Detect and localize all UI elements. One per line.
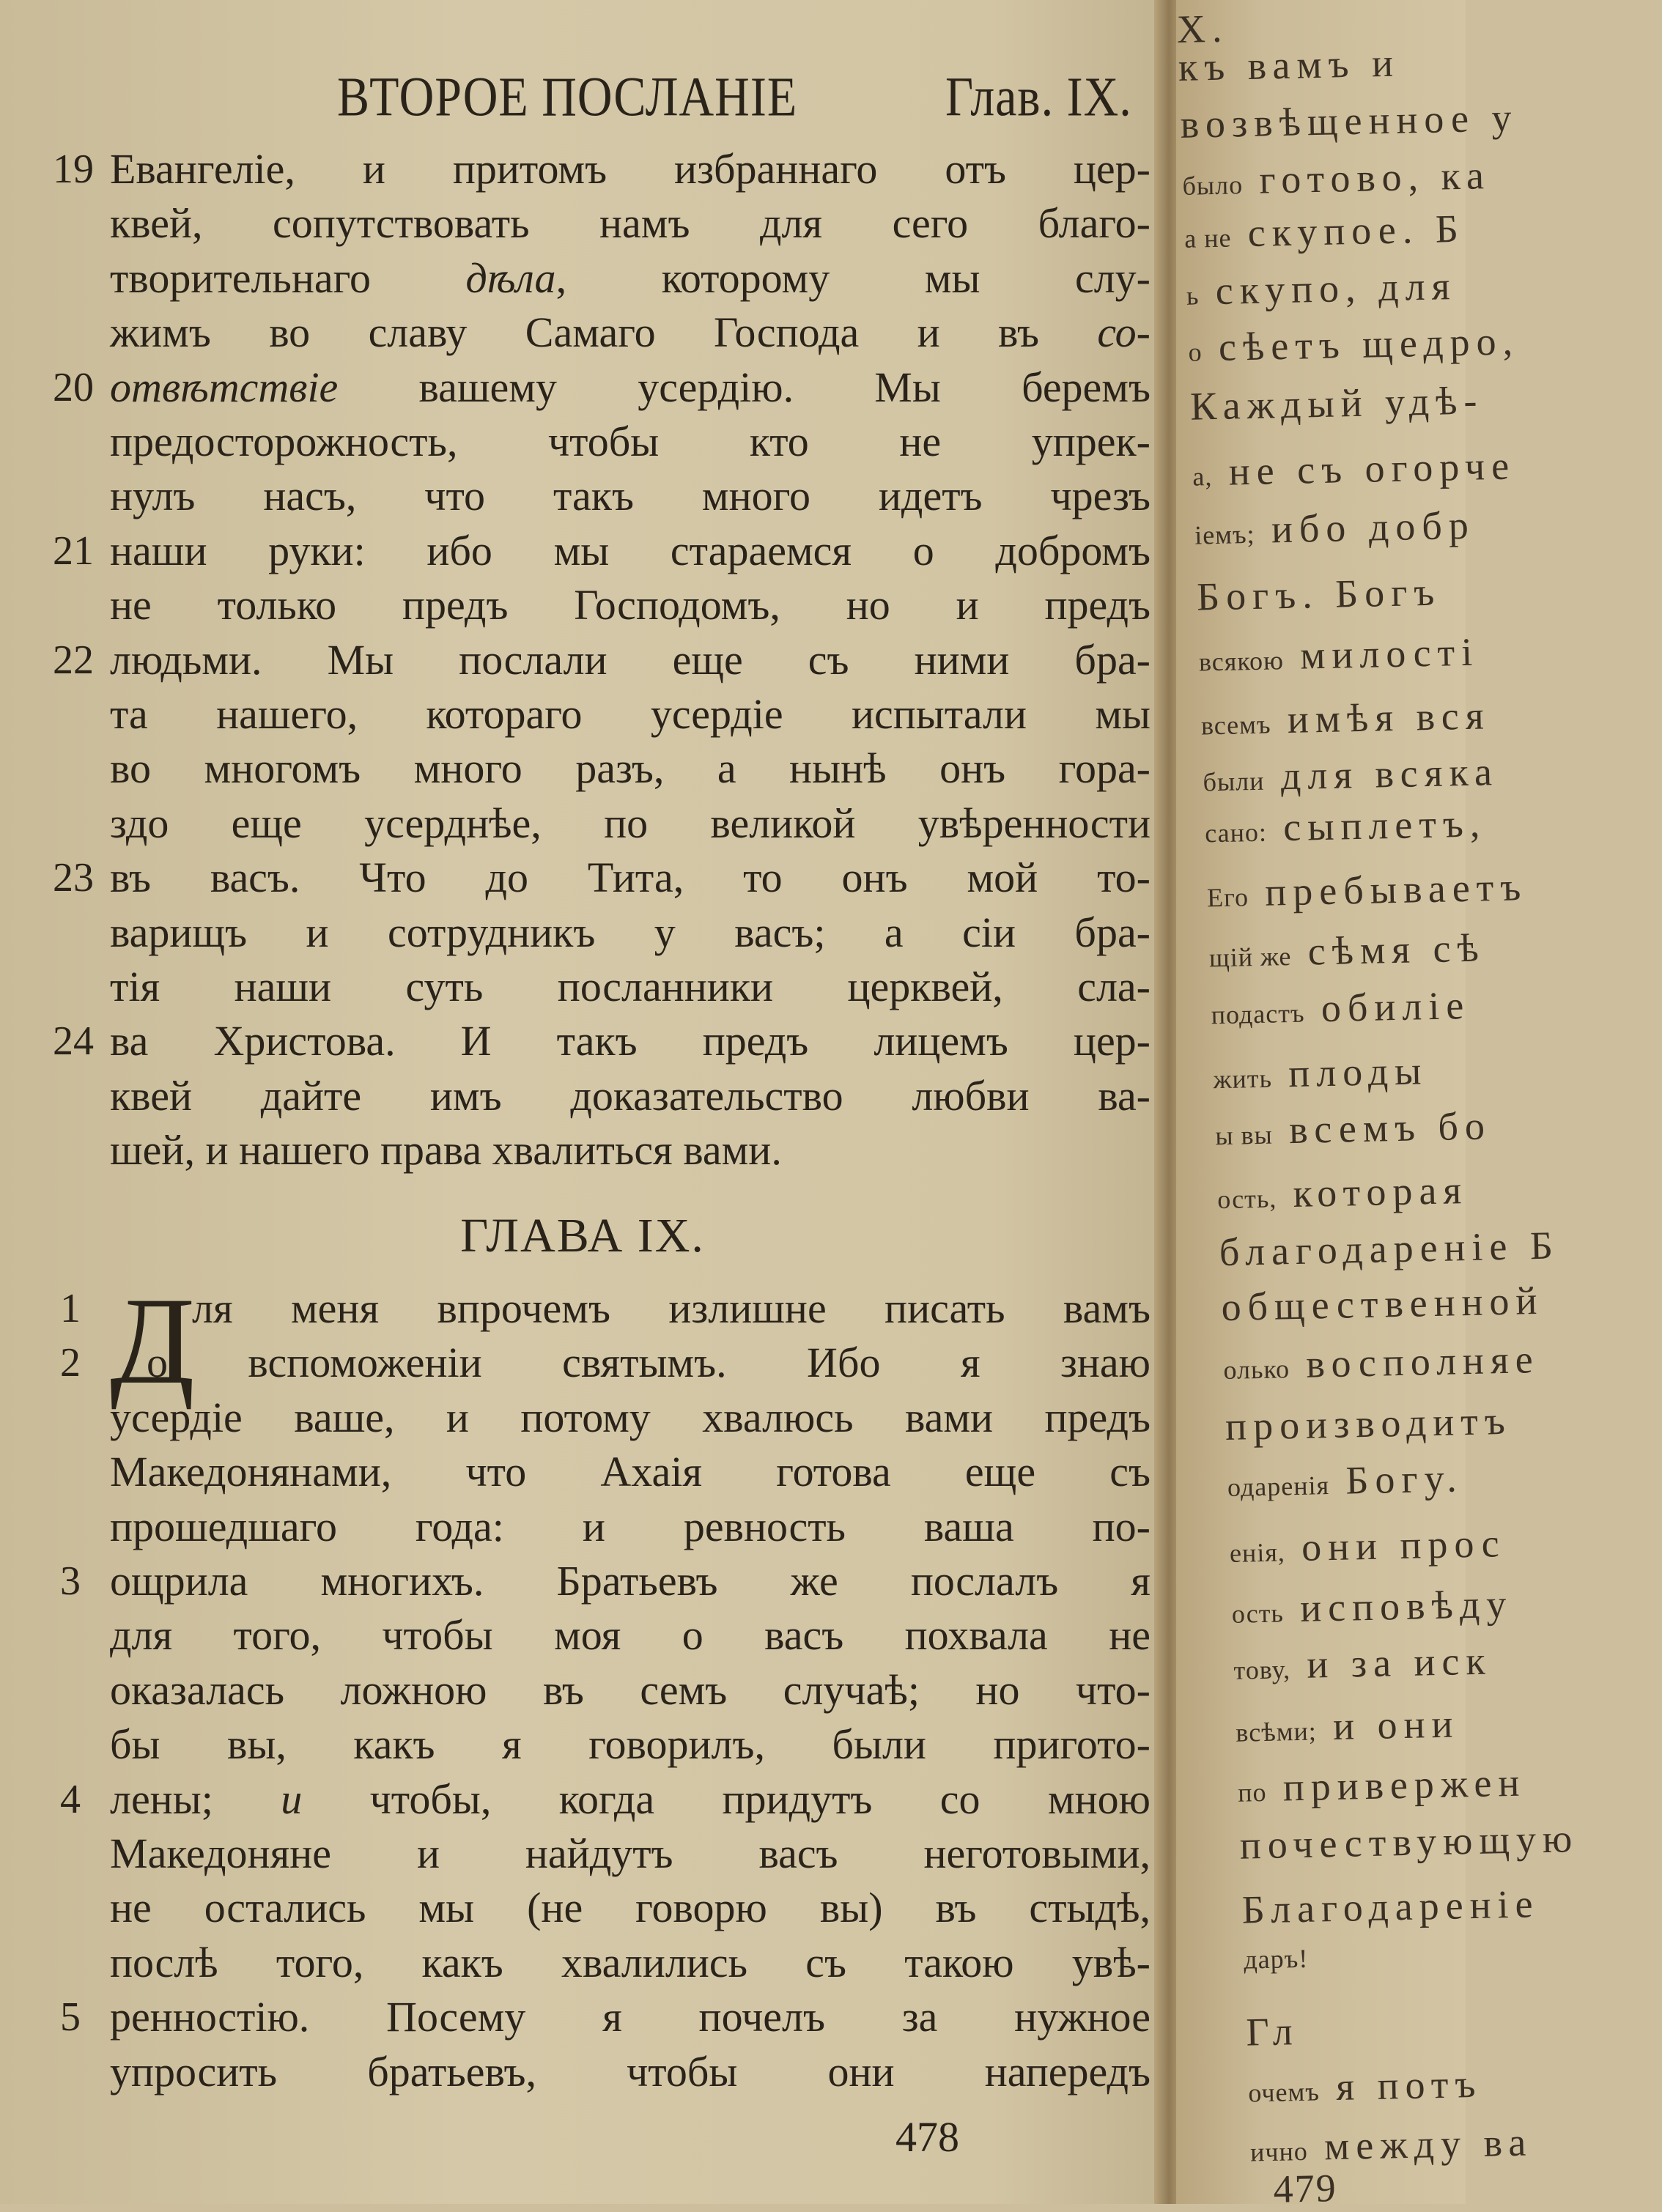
text-segment: шей, и нашего права хвалиться вами. xyxy=(110,1126,782,1175)
line-text: возвѣщенное у xyxy=(1180,95,1519,147)
line-fragment: о xyxy=(1188,337,1203,367)
text-segment: вашему усердію. Мы беремъ xyxy=(338,363,1151,411)
line-text: имѣя вся xyxy=(1287,693,1491,742)
line-text: я потъ xyxy=(1335,2061,1482,2109)
line-text: которая xyxy=(1293,1168,1469,1216)
text-line xyxy=(110,578,1151,632)
text-segment: людьми. Мы послали еще съ ними бра- xyxy=(110,635,1151,684)
line-fragment: ично xyxy=(1249,2136,1309,2167)
right-page-line xyxy=(1248,2062,1482,2115)
line-text: для всяка xyxy=(1280,750,1499,799)
right-page-line xyxy=(1221,1279,1544,1334)
right-page-line xyxy=(1231,1582,1513,1636)
text-line xyxy=(110,633,1151,687)
right-page-line xyxy=(1204,801,1487,855)
line-text: привержен xyxy=(1282,1760,1526,1810)
line-text: Богу. xyxy=(1345,1456,1464,1503)
verse-number: 22 xyxy=(53,637,94,683)
running-header-title: ВТОРОЕ ПОСЛАНІЕ xyxy=(337,66,798,128)
line-fragment: сано: xyxy=(1204,817,1268,848)
text-segment: лены; xyxy=(110,1775,281,1823)
verse-number: 24 xyxy=(53,1018,94,1065)
right-page-line xyxy=(1219,1223,1559,1279)
right-page-line xyxy=(1180,95,1518,151)
line-text: не съ огорче xyxy=(1228,443,1516,494)
text-line xyxy=(110,1827,1151,1881)
text-line xyxy=(110,251,1151,306)
line-text: всемъ бо xyxy=(1288,1103,1492,1153)
line-text: почествующую xyxy=(1239,1816,1579,1868)
right-page-line xyxy=(1215,1103,1492,1158)
right-page-line xyxy=(1198,630,1480,684)
text-line xyxy=(192,1281,1151,1336)
text-line xyxy=(110,360,1151,415)
line-fragment: всемъ xyxy=(1200,709,1271,741)
text-segment: здо еще усерднѣе, по великой увѣренности xyxy=(110,799,1151,847)
right-page-number: 479 xyxy=(1272,2166,1338,2211)
right-page-line xyxy=(1182,153,1491,208)
italic-text: дѣла xyxy=(465,254,556,302)
right-page-line xyxy=(1233,1638,1493,1692)
right-page-line xyxy=(1203,750,1499,804)
line-fragment: жить xyxy=(1213,1063,1273,1095)
text-line xyxy=(110,1717,1151,1772)
line-fragment: тову, xyxy=(1233,1654,1291,1685)
line-text: между ва xyxy=(1323,2120,1533,2169)
text-line xyxy=(110,196,1151,251)
text-segment: оказалась ложною въ семъ случаѣ; но что- xyxy=(110,1665,1151,1714)
text-line xyxy=(110,415,1151,469)
line-text: сѣетъ щедро, xyxy=(1218,319,1520,369)
line-fragment: даръ! xyxy=(1243,1943,1309,1975)
italic-text: отвѣтствіе xyxy=(110,363,339,411)
line-text: готово, ка xyxy=(1258,153,1491,202)
line-fragment: ь xyxy=(1186,281,1200,311)
drop-cap: Д xyxy=(110,1272,195,1410)
text-segment: тія наши суть посланники церквей, сла- xyxy=(110,963,1151,1010)
line-text: скупо, для xyxy=(1215,264,1457,313)
line-fragment: енія, xyxy=(1229,1537,1286,1568)
text-segment: бы вы, какъ я говорилъ, были пригото- xyxy=(110,1720,1151,1769)
running-header-chapter: Глав. IX. xyxy=(945,66,1132,128)
text-segment: усердіе ваше, и потому хвалюсь вами предъ xyxy=(110,1393,1151,1441)
text-line xyxy=(110,1500,1151,1554)
text-line xyxy=(110,1123,1151,1177)
verse-number: 19 xyxy=(53,147,94,192)
line-fragment: а, xyxy=(1192,462,1213,492)
right-page-line xyxy=(1223,1337,1540,1392)
line-text: они прос xyxy=(1301,1521,1507,1569)
italic-text: и xyxy=(281,1775,303,1823)
text-line xyxy=(147,1336,1151,1390)
line-text: Гл xyxy=(1245,2009,1300,2054)
text-segment: во многомъ много разъ, а нынѣ онъ гора- xyxy=(110,744,1151,793)
line-text: общественной xyxy=(1220,1278,1544,1330)
right-page-line xyxy=(1217,1168,1469,1221)
text-segment: творительнаго xyxy=(110,254,466,302)
line-text: обиліе xyxy=(1321,983,1471,1031)
verse-number: 21 xyxy=(53,528,94,574)
right-page-line xyxy=(1196,570,1441,624)
right-page-line xyxy=(1244,1932,1309,1982)
line-fragment: по xyxy=(1237,1777,1267,1808)
line-text: Каждый удѣ- xyxy=(1189,378,1484,429)
text-line xyxy=(110,1936,1151,1990)
text-segment: Евангеліе, и притомъ избраннаго отъ цер- xyxy=(110,145,1151,193)
text-segment: ощрила многихъ. Братьевъ же послалъ я xyxy=(110,1557,1151,1605)
line-fragment: подастъ xyxy=(1211,998,1305,1030)
text-line xyxy=(110,469,1151,523)
right-page-line xyxy=(1229,1521,1506,1575)
verse-number: 20 xyxy=(53,364,94,410)
line-fragment: ость xyxy=(1231,1598,1285,1629)
text-line xyxy=(110,524,1151,578)
text-segment: нулъ насъ, что такъ много идетъ чрезъ xyxy=(110,472,1151,520)
right-page-line xyxy=(1213,1048,1428,1101)
text-segment: та нашего, котораго усердіе испытали мы xyxy=(110,690,1151,738)
text-segment: для того, чтобы моя о васъ похвала не xyxy=(110,1611,1151,1660)
line-fragment: были xyxy=(1203,766,1265,797)
verse-number: 2 xyxy=(60,1340,81,1386)
text-segment: послѣ того, какъ хвалились съ такою увѣ- xyxy=(110,1938,1151,1986)
text-segment: прошедшаго года: и ревность ваша по- xyxy=(110,1502,1151,1550)
text-segment: наши руки: ибо мы стараемся о добромъ xyxy=(110,526,1151,574)
right-page-line xyxy=(1211,983,1471,1037)
line-text: исповѣду xyxy=(1299,1581,1513,1630)
text-line xyxy=(110,1608,1151,1662)
line-text: Х. xyxy=(1176,6,1229,51)
verse-number: 23 xyxy=(53,855,94,901)
text-line xyxy=(110,1391,1151,1445)
text-segment: квей дайте имъ доказательство любви ва- xyxy=(110,1071,1151,1120)
line-text: и они xyxy=(1332,1701,1460,1749)
verse-number: 5 xyxy=(60,1994,81,2041)
text-line xyxy=(110,142,1151,196)
text-segment: упросить братьевъ, чтобы они напередъ xyxy=(110,2047,1151,2096)
line-text: скупое. Б xyxy=(1247,206,1466,256)
right-page-line xyxy=(1246,2009,1299,2058)
chapter-title: ГЛАВА IX. xyxy=(460,1209,705,1262)
text-segment: жимъ во славу Самаго Господа и въ xyxy=(110,308,1098,357)
line-fragment: ость, xyxy=(1216,1183,1277,1215)
line-fragment: одаренія xyxy=(1227,1471,1330,1502)
line-text: плоды xyxy=(1288,1048,1428,1096)
line-text: Благодареніе xyxy=(1241,1882,1540,1932)
text-segment: чтобы, когда придутъ со мною xyxy=(302,1775,1151,1823)
italic-text: со- xyxy=(1097,308,1151,357)
text-line xyxy=(110,1014,1151,1068)
text-segment: ля меня впрочемъ излишне писать вамъ xyxy=(192,1284,1151,1332)
text-segment: не только предъ Господомъ, но и предъ xyxy=(110,581,1151,629)
text-segment: о вспоможеніи святымъ. Ибо я знаю xyxy=(147,1339,1151,1387)
line-fragment: было xyxy=(1182,170,1244,201)
line-fragment: іемъ; xyxy=(1194,519,1255,550)
right-page-line xyxy=(1188,319,1520,374)
right-page-line xyxy=(1241,1882,1540,1936)
text-line xyxy=(110,851,1151,905)
text-segment: не остались мы (не говорю вы) въ стыдѣ, xyxy=(110,1884,1151,1932)
text-line xyxy=(110,741,1151,796)
text-line xyxy=(110,306,1151,360)
line-fragment: очемъ xyxy=(1247,2076,1321,2108)
right-page-line xyxy=(1183,207,1465,261)
text-line xyxy=(110,1990,1151,2044)
line-text: производитъ xyxy=(1225,1398,1513,1449)
line-text: ибо добр xyxy=(1271,503,1476,552)
line-fragment: ы вы xyxy=(1214,1120,1274,1151)
right-page-line xyxy=(1194,503,1475,558)
line-text: сыплетъ, xyxy=(1282,801,1487,850)
right-page-line xyxy=(1192,443,1516,498)
text-line xyxy=(110,1881,1151,1935)
right-page-line xyxy=(1238,1761,1526,1815)
text-segment: Македонянами, что Ахаія готова еще съ xyxy=(110,1448,1151,1496)
verse-number: 4 xyxy=(60,1776,81,1822)
right-page-line xyxy=(1190,378,1484,432)
line-text: милості xyxy=(1299,629,1480,678)
right-page-line xyxy=(1178,41,1400,94)
line-text: къ вамъ и xyxy=(1178,40,1400,89)
text-segment: ренностію. Посему я почелъ за нужное xyxy=(110,1993,1151,2041)
right-page-line xyxy=(1227,1456,1463,1509)
right-page-line xyxy=(1236,1701,1460,1754)
line-fragment: Его xyxy=(1206,882,1249,913)
line-fragment: щій же xyxy=(1208,941,1292,973)
text-line xyxy=(110,1772,1151,1827)
right-page xyxy=(1176,0,1579,2211)
verse-number: 1 xyxy=(60,1286,81,1331)
text-line xyxy=(110,906,1151,960)
text-segment: въ васъ. Что до Тита, то онъ мой то- xyxy=(110,854,1151,902)
line-text: пребываетъ xyxy=(1264,865,1528,914)
text-line xyxy=(110,1445,1151,1499)
right-page-line xyxy=(1186,264,1457,318)
text-line xyxy=(110,796,1151,851)
text-segment: предосторожность, чтобы кто не упрек- xyxy=(110,418,1151,465)
line-fragment: всѣми; xyxy=(1236,1716,1318,1747)
right-page-line xyxy=(1200,693,1491,747)
line-text: восполняе xyxy=(1305,1337,1540,1386)
verse-number: 3 xyxy=(60,1558,81,1604)
text-line xyxy=(110,1554,1151,1608)
text-line xyxy=(110,2045,1151,2099)
line-text: благодареніе Б xyxy=(1219,1223,1560,1275)
page-number: 478 xyxy=(895,2113,959,2161)
text-segment: Македоняне и найдутъ васъ неготовыми, xyxy=(110,1830,1151,1877)
line-fragment: всякою xyxy=(1198,646,1285,677)
text-line xyxy=(110,960,1151,1014)
right-page-line xyxy=(1206,865,1528,920)
text-line xyxy=(110,1663,1151,1717)
line-text: и за иск xyxy=(1306,1638,1493,1687)
text-segment: варищъ и сотрудникъ у васъ; а сіи бра- xyxy=(110,908,1151,956)
text-segment: квей, сопутствовать намъ для сего благо- xyxy=(110,199,1151,248)
text-line xyxy=(110,687,1151,741)
line-text: сѣмя сѣ xyxy=(1307,925,1486,974)
right-page-line xyxy=(1225,1399,1513,1453)
right-page-line xyxy=(1208,925,1485,980)
text-segment: ва Христова. И такъ предъ лицемъ цер- xyxy=(110,1017,1151,1065)
line-text: Богъ. Богъ xyxy=(1196,569,1441,619)
text-line xyxy=(110,1069,1151,1123)
text-segment: , которому мы слу- xyxy=(555,254,1151,302)
right-page-line xyxy=(1239,1816,1579,1872)
line-fragment: а не xyxy=(1183,223,1232,254)
line-fragment: олько xyxy=(1223,1354,1290,1386)
